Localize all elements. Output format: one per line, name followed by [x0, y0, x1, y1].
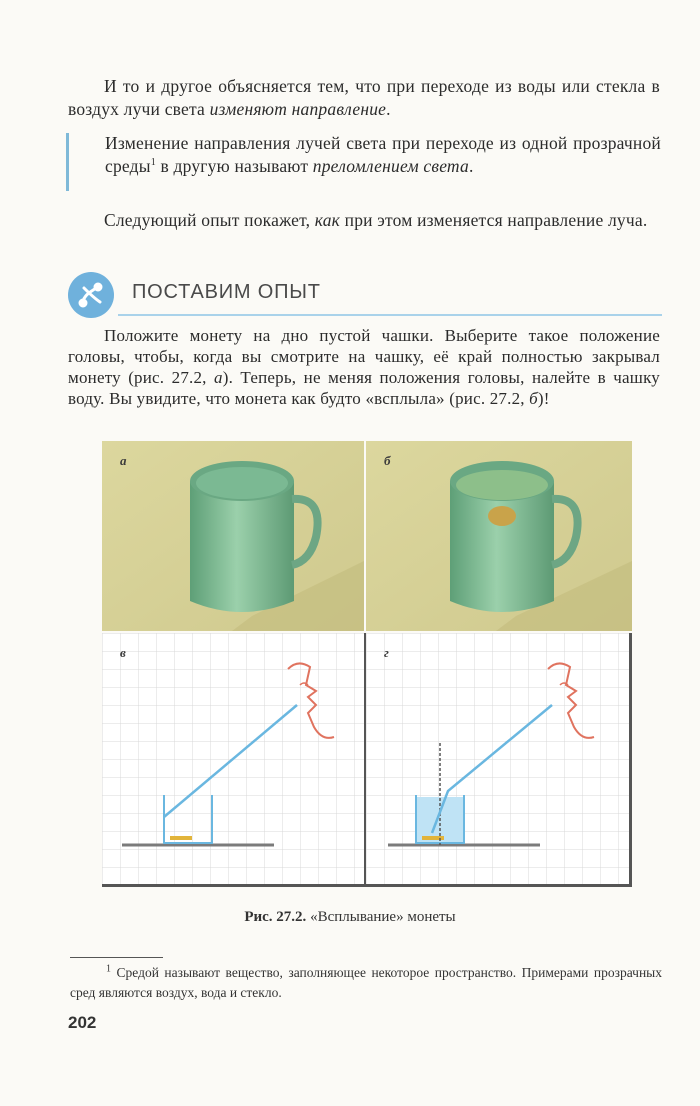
coin-visible [488, 506, 516, 526]
experiment-paragraph [68, 325, 660, 409]
panel-b [366, 441, 632, 631]
experiment-icon [68, 272, 114, 318]
intro-emphasis: изменяют направление [209, 99, 387, 119]
footnote-mark: 1 [106, 963, 111, 975]
panel-c-label: в [120, 645, 126, 660]
footnote-rule [70, 957, 163, 958]
next-text-2: при этом изменяется направление луча. [340, 210, 648, 230]
footnote-text: Средой называют вещество, заполняющее некоторое пространство. Примерами прозрачных сред являются воздух, вода и стекло. [70, 965, 662, 1000]
panel-d [366, 633, 632, 886]
intro-paragraph [68, 75, 660, 121]
mug-water-illustration [366, 441, 632, 631]
figure-right-rule [629, 633, 632, 887]
experiment-ref-b: б [529, 389, 538, 408]
caption-text: «Всплывание» монеты [306, 909, 456, 925]
figure-bottom-rule [102, 884, 632, 887]
diagram-water-cup [366, 633, 632, 886]
panel-b-label: б [384, 453, 391, 468]
definition-text-2: в другую называют [155, 156, 313, 176]
caption-number: Рис. 27.2. [244, 909, 307, 925]
footnote [70, 963, 662, 1003]
intro-end: . [386, 99, 391, 119]
figure-27-2 [102, 441, 632, 893]
diagram-empty-cup [102, 633, 364, 886]
experiment-text-2: ). Теперь, не меняя положения головы, налейте в чашку воду. Вы увидите, что монета как будто «всплыла» (рис. 27.2, [68, 368, 660, 408]
definition-footnote-ref: 1 [150, 157, 156, 169]
definition-term: преломлением света [312, 156, 469, 176]
panel-a [102, 441, 364, 631]
next-paragraph [68, 209, 660, 232]
definition-text: Изменение направления лучей света при переходе из одной прозрачной среды [105, 133, 661, 176]
panel-c [102, 633, 364, 886]
experiment-header [66, 268, 662, 320]
experiment-ref-a: а [214, 368, 223, 387]
panel-d-label: г [384, 645, 389, 660]
experiment-title: ПОСТАВИМ ОПЫТ [132, 281, 321, 303]
experiment-end: )! [537, 389, 550, 408]
panel-a-label: а [120, 453, 127, 468]
definition-paragraph [105, 132, 661, 178]
panel-divider [364, 633, 366, 886]
mug-empty-illustration [102, 441, 364, 631]
definition-marker [66, 133, 69, 191]
experiment-rule [118, 314, 662, 316]
next-text: Следующий опыт покажет, [104, 210, 315, 230]
intro-text: И то и другое объясняется тем, что при переходе из воды или стекла в воздух лучи света [68, 76, 660, 119]
experiment-text: Положите монету на дно пустой чашки. Выберите такое положение головы, чтобы, когда вы смотрите на чашку, её край полностью закрывал монету (рис. 27.2, [68, 326, 660, 387]
figure-caption [0, 909, 700, 926]
next-emphasis: как [314, 210, 341, 230]
page-number: 202 [68, 1013, 97, 1032]
coin [170, 836, 192, 840]
definition-end: . [468, 156, 474, 176]
